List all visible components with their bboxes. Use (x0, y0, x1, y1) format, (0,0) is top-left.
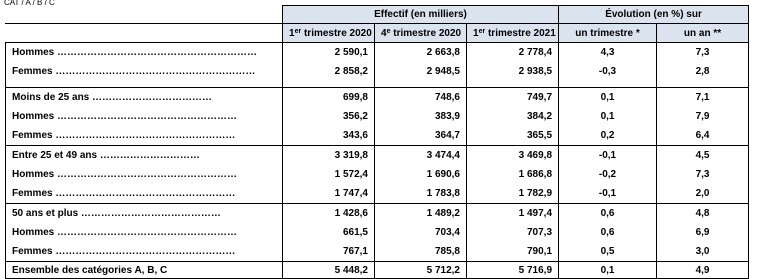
cell-evolution: 0,1 (559, 107, 657, 126)
cell-evolution: 4,3 (559, 43, 657, 63)
cell-evolution: 0,2 (559, 126, 657, 146)
cell-evolution: 3,0 (657, 242, 749, 262)
cell-value: 703,4 (375, 223, 467, 242)
table-row (6, 242, 749, 262)
table-row (6, 184, 749, 204)
cell-evolution: 0,1 (559, 88, 657, 108)
cell-evolution: 6,9 (657, 223, 749, 242)
cell-evolution: 4,5 (657, 146, 749, 166)
header-row-2 (6, 24, 749, 43)
cell-value: 364,7 (375, 126, 467, 146)
cell-value: 1 747,4 (283, 184, 375, 204)
cell-value: 1 497,4 (467, 204, 559, 224)
cell-value: 3 319,8 (283, 146, 375, 166)
total-value: 5 448,2 (283, 262, 375, 279)
cell-evolution: 4,8 (657, 204, 749, 224)
cell-value: 707,3 (467, 223, 559, 242)
cell-evolution: -0,1 (559, 184, 657, 204)
table-row (6, 126, 749, 146)
cell-value: 2 663,8 (375, 43, 467, 63)
table-row (6, 146, 749, 166)
cell-value: 661,5 (283, 223, 375, 242)
cell-evolution: 0,6 (559, 204, 657, 224)
cell-value: 748,6 (375, 88, 467, 108)
cell-value: 1 782,9 (467, 184, 559, 204)
table-row (6, 62, 749, 81)
row-label: Femmes ……………………………………………… (6, 242, 283, 262)
cell-value: 767,1 (283, 242, 375, 262)
cell-evolution: -0,2 (559, 165, 657, 184)
row-label: Hommes …………………………………………………… (6, 43, 283, 63)
cell-value: 2 948,5 (375, 62, 467, 81)
cell-evolution: 0,6 (559, 223, 657, 242)
cell-evolution: -0,3 (559, 62, 657, 81)
header-evo-quarter: un trimestre * (559, 24, 657, 43)
cell-value: 2 938,5 (467, 62, 559, 81)
table-row (6, 107, 749, 126)
header-period-3: 1er trimestre 2021 (467, 24, 559, 43)
statistics-table (5, 5, 749, 279)
cell-value: 1 489,2 (375, 204, 467, 224)
cell-value: 3 474,4 (375, 146, 467, 166)
row-label: Hommes ……………………………………………… (6, 165, 283, 184)
cell-evolution: 6,4 (657, 126, 749, 146)
total-value: 5 716,9 (467, 262, 559, 279)
cell-value: 356,2 (283, 107, 375, 126)
row-label: Femmes ……………………………………………… (6, 126, 283, 146)
cell-evolution: 7,1 (657, 88, 749, 108)
table-row (6, 165, 749, 184)
table-row (6, 88, 749, 108)
cell-value: 1 783,8 (375, 184, 467, 204)
total-value: 5 712,2 (375, 262, 467, 279)
cell-value: 2 778,4 (467, 43, 559, 63)
cell-value: 790,1 (467, 242, 559, 262)
table-row (6, 204, 749, 224)
table-row (6, 223, 749, 242)
cell-evolution: 7,3 (657, 165, 749, 184)
total-row (6, 262, 749, 279)
cell-value: 1 686,8 (467, 165, 559, 184)
header-evo-year: un an ** (657, 24, 749, 43)
total-evolution: 0,1 (559, 262, 657, 279)
cell-value: 1 690,6 (375, 165, 467, 184)
cell-value: 2 590,1 (283, 43, 375, 63)
row-label: Entre 25 et 49 ans ………………………… (6, 146, 283, 166)
cell-value: 785,8 (375, 242, 467, 262)
corner-title: CAT / A / B / C (4, 0, 55, 6)
cell-evolution: 0,5 (559, 242, 657, 262)
cell-value: 365,5 (467, 126, 559, 146)
row-label: 50 ans et plus …………………………………… (6, 204, 283, 224)
cell-value: 2 858,2 (283, 62, 375, 81)
total-evolution: 4,9 (657, 262, 749, 279)
table-row (6, 43, 749, 63)
row-label: Hommes ……………………………………………… (6, 223, 283, 242)
header-blank-2 (6, 24, 283, 43)
cell-value: 1 428,6 (283, 204, 375, 224)
header-evolution: Évolution (en %) sur (559, 6, 749, 24)
cell-evolution: 2,8 (657, 62, 749, 81)
cell-evolution: -0,1 (559, 146, 657, 166)
cell-evolution: 7,3 (657, 43, 749, 63)
cell-value: 749,7 (467, 88, 559, 108)
header-period-2: 4e trimestre 2020 (375, 24, 467, 43)
row-label: Hommes ……………………………………………… (6, 107, 283, 126)
row-label: Femmes ……………………………………………… (6, 184, 283, 204)
cell-value: 1 572,4 (283, 165, 375, 184)
header-row-1 (6, 6, 749, 24)
cell-value: 384,2 (467, 107, 559, 126)
cell-evolution: 7,9 (657, 107, 749, 126)
cell-value: 699,8 (283, 88, 375, 108)
cell-value: 343,6 (283, 126, 375, 146)
cell-value: 3 469,8 (467, 146, 559, 166)
total-label: Ensemble des catégories A, B, C (6, 262, 283, 279)
cell-evolution: 2,0 (657, 184, 749, 204)
header-period-1: 1er trimestre 2020 (283, 24, 375, 43)
header-blank (6, 6, 283, 24)
row-label: Moins de 25 ans ……………………………… (6, 88, 283, 108)
cell-value: 383,9 (375, 107, 467, 126)
header-effectif: Effectif (en milliers) (283, 6, 559, 24)
row-label: Femmes …………………………………………………… (6, 62, 283, 81)
